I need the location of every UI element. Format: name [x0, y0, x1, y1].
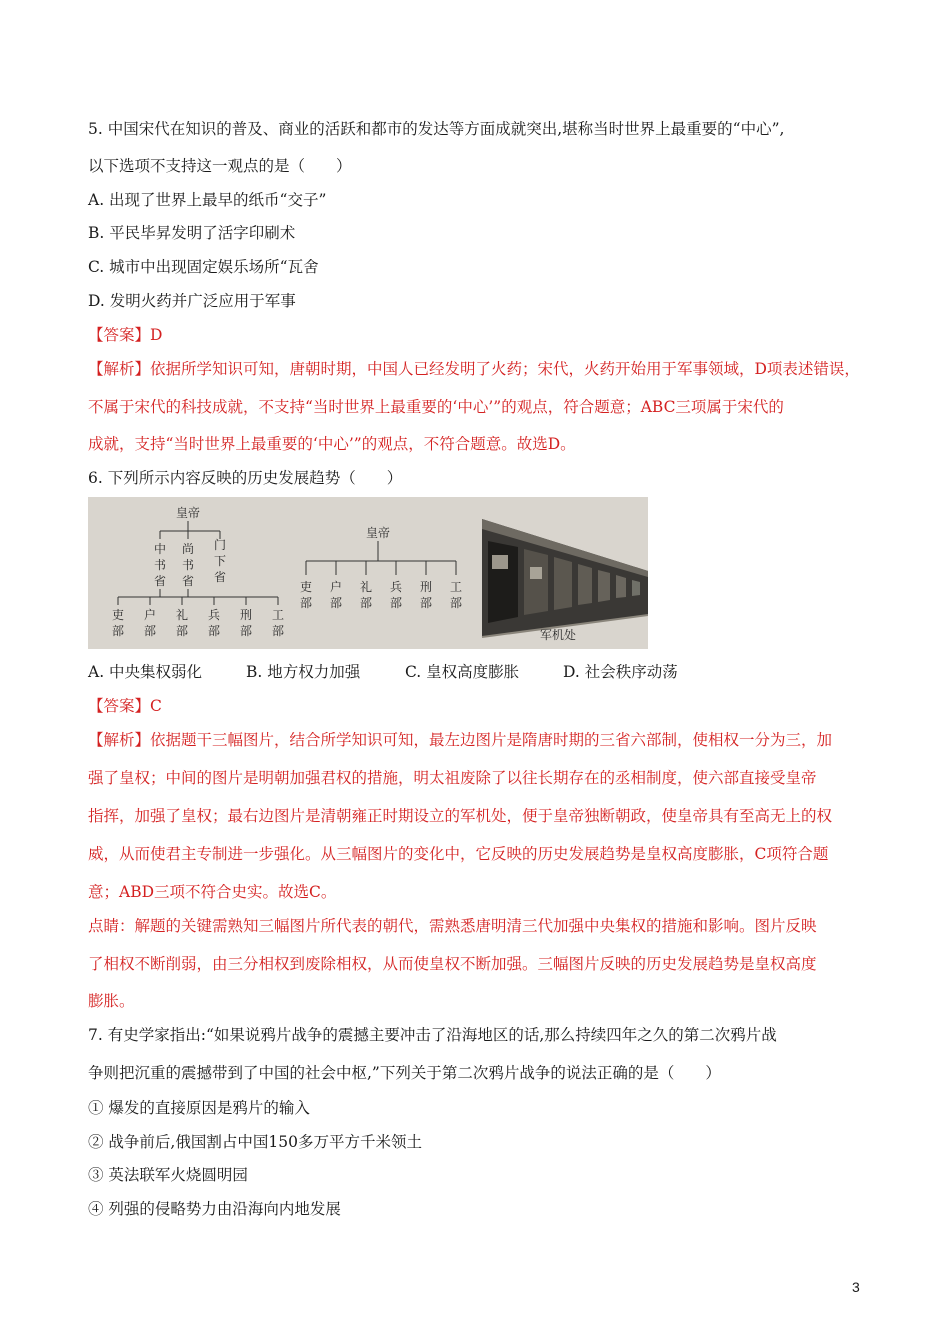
svg-text:兵: 兵 — [208, 608, 221, 622]
svg-text:部: 部 — [390, 596, 403, 610]
svg-text:下: 下 — [214, 554, 227, 568]
svg-text:吏: 吏 — [300, 580, 313, 594]
q6-analysis-line5: 意；ABD三项不符合史实。故选C。 — [88, 883, 337, 901]
svg-text:刑: 刑 — [420, 580, 433, 594]
q6-stem: 6. 下列所示内容反映的历史发展趋势（ ） — [88, 469, 403, 487]
svg-text:书: 书 — [154, 558, 167, 572]
q5-analysis-line1: 【解析】依据所学知识可知，唐朝时期，中国人已经发明了火药；宋代，火药开始用于军事领域，D项表述错误， — [88, 360, 860, 378]
q6-option-a: A. 中央集权弱化 — [88, 663, 203, 681]
q7-item-3: ③ 英法联军火烧圆明园 — [88, 1166, 248, 1184]
left-diagram — [118, 521, 278, 605]
dept-menxia: 门 — [214, 538, 227, 552]
svg-text:兵: 兵 — [390, 580, 403, 594]
q5-analysis-line3: 成就，支持“当时世界上最重要的‘中心’”的观点，不符合题意。故选D。 — [88, 435, 576, 453]
svg-text:部: 部 — [240, 624, 253, 638]
dept-shangshu: 尚 — [182, 542, 195, 556]
q5-stem-line2: 以下选项不支持这一观点的是（ ） — [88, 157, 352, 175]
middle-diagram — [306, 541, 456, 575]
svg-text:部: 部 — [420, 596, 433, 610]
svg-text:部: 部 — [208, 624, 221, 638]
svg-text:部: 部 — [112, 624, 125, 638]
q7-item-4: ④ 列强的侵略势力由沿海向内地发展 — [88, 1200, 341, 1218]
svg-text:部: 部 — [176, 624, 189, 638]
q5-analysis-line2: 不属于宋代的科技成就，不支持“当时世界上最重要的‘中心’”的观点，符合题意；ABC三项属于宋代的 — [88, 398, 784, 416]
svg-text:省: 省 — [182, 574, 195, 588]
q7-item-2: ② 战争前后,俄国割占中国150多万平方千米领土 — [88, 1133, 422, 1151]
left-ministries — [112, 607, 284, 638]
q6-analysis-line1: 【解析】依据题干三幅图片，结合所学知识可知，最左边图片是隋唐时期的三省六部制，使相权一分为三，加 — [88, 731, 833, 749]
q6-tip-line3: 膨胀。 — [88, 992, 135, 1010]
svg-text:工: 工 — [450, 580, 463, 594]
svg-text:省: 省 — [214, 570, 227, 584]
svg-text:礼: 礼 — [176, 608, 189, 622]
page-number: 3 — [852, 1279, 860, 1295]
svg-text:部: 部 — [300, 596, 313, 610]
left-emperor-label: 皇帝 — [176, 506, 201, 520]
svg-text:部: 部 — [360, 596, 373, 610]
svg-text:部: 部 — [144, 624, 157, 638]
svg-text:户: 户 — [330, 580, 343, 594]
q6-option-d: D. 社会秩序动荡 — [563, 663, 678, 681]
q6-tip-line2: 了相权不断削弱，由三分相权到废除相权，从而使皇权不断加强。三幅图片反映的历史发展趋势是皇权高度 — [88, 955, 817, 973]
q5-option-c: C. 城市中出现固定娱乐场所“瓦舍 — [88, 258, 319, 276]
svg-text:部: 部 — [330, 596, 343, 610]
q5-stem-line1: 5. 中国宋代在知识的普及、商业的活跃和都市的发达等方面成就突出,堪称当时世界上最重要的“中心”, — [88, 120, 785, 138]
q5-option-b: B. 平民毕昇发明了活字印刷术 — [88, 224, 296, 242]
q6-option-b: B. 地方权力加强 — [246, 663, 361, 681]
svg-text:户: 户 — [144, 608, 157, 622]
grand-council-caption: 军机处 — [540, 628, 577, 642]
svg-text:礼: 礼 — [360, 580, 373, 594]
middle-ministries — [300, 579, 462, 610]
q7-item-1: ① 爆发的直接原因是鸦片的输入 — [88, 1099, 310, 1117]
q6-answer: 【答案】C — [88, 697, 162, 715]
q6-analysis-line3: 指挥，加强了皇权；最右边图片是清朝雍正时期设立的军机处，便于皇帝独断朝政，使皇帝具有至高无上的权 — [88, 807, 833, 825]
q6-option-c: C. 皇权高度膨胀 — [405, 663, 520, 681]
svg-text:吏: 吏 — [112, 608, 125, 622]
middle-emperor-label: 皇帝 — [366, 526, 391, 540]
q6-analysis-line2: 强了皇权；中间的图片是明朝加强君权的措施，明太祖废除了以往长期存在的丞相制度，使六部直接受皇帝 — [88, 769, 817, 787]
left-departments — [154, 537, 226, 588]
q7-stem-line2: 争则把沉重的震撼带到了中国的社会中枢,”下列关于第二次鸦片战争的说法正确的是（ ） — [88, 1064, 721, 1082]
q5-option-a: A. 出现了世界上最早的纸币“交子” — [88, 191, 327, 209]
svg-text:工: 工 — [272, 608, 285, 622]
svg-text:书: 书 — [182, 558, 195, 572]
svg-text:部: 部 — [450, 596, 463, 610]
q6-analysis-line4: 威，从而使君主专制进一步强化。从三幅图片的变化中，它反映的历史发展趋势是皇权高度膨胀，C项符合题 — [88, 845, 829, 863]
q5-answer: 【答案】D — [88, 326, 163, 344]
svg-text:省: 省 — [154, 574, 167, 588]
grand-council-photo — [482, 519, 648, 637]
q6-tip-line1: 点睛：解题的关键需熟知三幅图片所代表的朝代，需熟悉唐明清三代加强中央集权的措施和影响。图片反映 — [88, 917, 817, 935]
dept-zhongshu: 中 — [154, 542, 167, 556]
q6-figure — [88, 497, 648, 649]
q7-stem-line1: 7. 有史学家指出:“如果说鸦片战争的震撼主要冲击了沿海地区的话,那么持续四年之久的第二次鸦片战 — [88, 1026, 777, 1044]
svg-text:刑: 刑 — [240, 608, 253, 622]
svg-text:部: 部 — [272, 624, 285, 638]
q5-option-d: D. 发明火药并广泛应用于军事 — [88, 292, 296, 310]
